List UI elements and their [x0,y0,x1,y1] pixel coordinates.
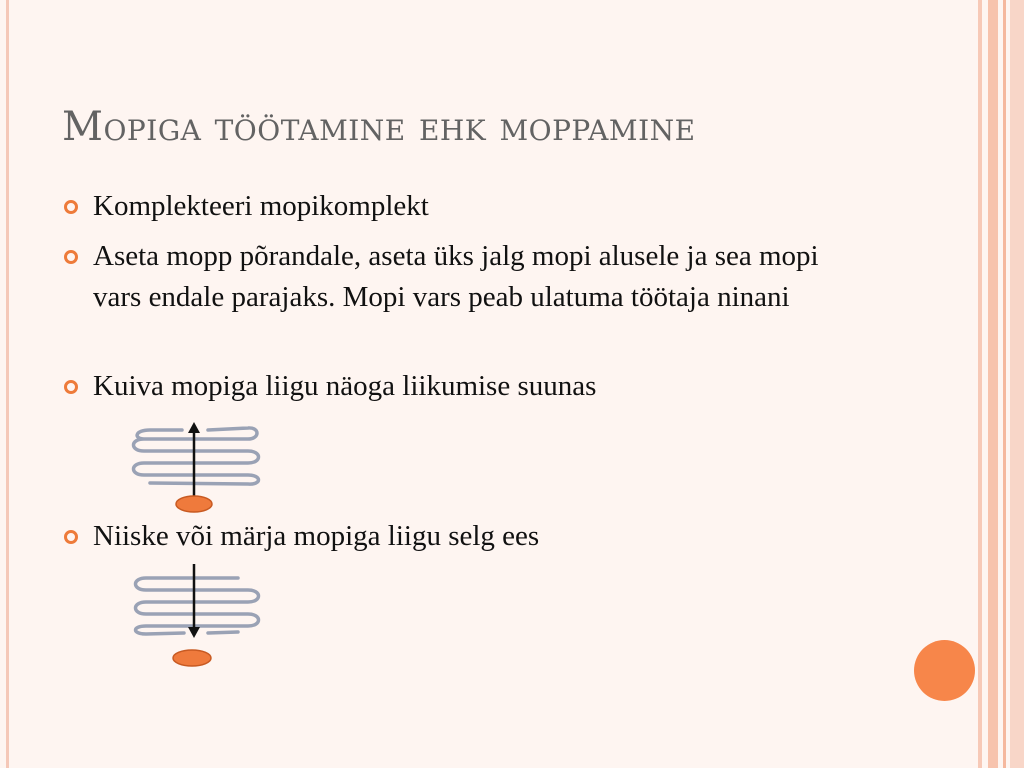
left-border-line [6,0,9,768]
arrow-head-down-icon [188,627,200,638]
mop-path-lines [136,578,259,634]
person-marker-icon [173,650,211,666]
mop-path-lines [134,428,259,484]
bullet-circle-icon [64,250,78,264]
bullet-text: Kuiva mopiga liigu näoga liikumise suunas [93,370,597,402]
bullet-circle-icon [64,380,78,394]
decorative-circle-icon [914,640,975,701]
right-border-stripe [1010,0,1024,768]
right-border-stripe [978,0,982,768]
slide-title: Mopiga töötamine ehk moppamine [62,104,696,150]
right-border-stripe [1003,0,1006,768]
bullet-circle-icon [64,530,78,544]
forward-mopping-diagram [120,418,270,522]
bullet-circle-icon [64,200,78,214]
backward-mopping-diagram [120,562,270,670]
bullet-text: Komplekteeri mopikomplekt [93,190,429,222]
arrow-head-up-icon [188,422,200,433]
right-border-stripe [988,0,998,768]
person-marker-icon [176,496,212,512]
bullet-text: Aseta mopp põrandale, aseta üks jalg mopi alusele ja sea mopi vars endale parajaks. Mopi vars peab ulatuma töötaja ninani [93,240,819,313]
bullet-text: Niiske või märja mopiga liigu selg ees [93,520,540,552]
